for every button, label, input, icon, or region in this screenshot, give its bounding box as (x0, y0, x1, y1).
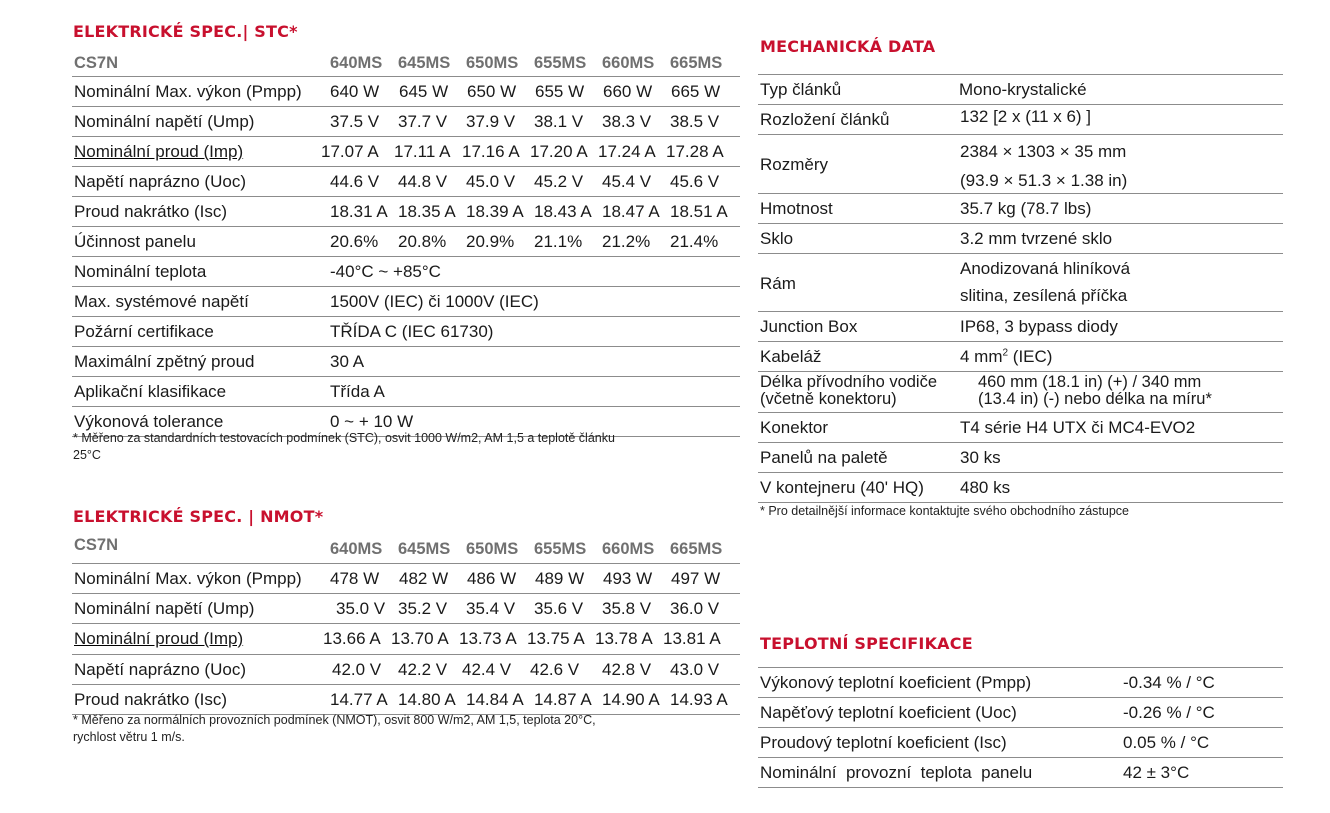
nmot-col-header: 645MS (398, 540, 451, 558)
cell: 17.24 A (598, 142, 656, 161)
nmot-row-pmpp (72, 564, 740, 594)
mech-row-connector (758, 413, 1283, 443)
cell: 35.0 V (336, 599, 386, 618)
cell: 0 ~ + 10 W (330, 412, 414, 431)
cell: (13.4 in) (-) nebo délka na míru* (978, 390, 1212, 408)
cell: 37.9 V (466, 112, 516, 131)
row-label: Nominální napětí (Ump) (74, 112, 255, 131)
nmot-table (72, 535, 740, 715)
nmot-row-uoc (72, 655, 740, 685)
cell: 44.6 V (330, 172, 380, 191)
cell: 3.2 mm tvrzené sklo (960, 229, 1113, 248)
stc-row-pmpp (72, 77, 740, 107)
row-label: Rozměry (760, 155, 829, 174)
cell: 37.7 V (398, 112, 448, 131)
mech-table (758, 74, 1283, 503)
row-label: Proud nakrátko (Isc) (74, 690, 228, 709)
cell: 35.2 V (398, 599, 448, 618)
row-label: Junction Box (760, 317, 858, 336)
stc-title: ELEKTRICKÉ SPEC.| STC* (73, 22, 298, 41)
cell: 42.2 V (398, 660, 448, 679)
cell: 35.6 V (534, 599, 584, 618)
stc-row-ump (72, 107, 740, 137)
row-label: Napětí naprázno (Uoc) (74, 660, 246, 679)
cell: 14.90 A (602, 690, 660, 709)
cell: 35.4 V (466, 599, 516, 618)
mech-row-frame (758, 254, 1283, 312)
row-label: (včetně konektoru) (760, 390, 897, 408)
stc-row-imp (72, 137, 740, 167)
cell: 0.05 % / °C (1123, 733, 1210, 752)
row-label: Rozložení článků (760, 110, 890, 129)
cell: 640 W (330, 82, 380, 101)
nmot-col-header: 665MS (670, 540, 723, 558)
row-label: Výkonová tolerance (74, 412, 224, 431)
cell: 45.4 V (602, 172, 652, 191)
stc-row-reverse-current (72, 347, 740, 377)
cell: 493 W (603, 569, 653, 588)
mech-row-glass (758, 224, 1283, 254)
cell: 460 mm (18.1 in) (+) / 340 mm (978, 373, 1202, 391)
stc-row-temperature (72, 257, 740, 287)
cell: 21.1% (534, 232, 583, 251)
row-label: Nominální proud (Imp) (74, 629, 244, 648)
row-label: Délka přívodního vodiče (760, 373, 938, 391)
row-label: Nominální provozní teplota panelu (760, 763, 1033, 782)
row-label: Nominální napětí (Ump) (74, 599, 255, 618)
cell: 42 ± 3°C (1123, 763, 1190, 782)
cell: 18.47 A (602, 202, 660, 221)
stc-footnote (73, 430, 733, 464)
cell: 42.8 V (602, 660, 652, 679)
stc-col-header: 640MS (330, 54, 383, 72)
cell: 489 W (535, 569, 585, 588)
row-label: Nominální proud (Imp) (74, 142, 244, 161)
mech-footnote: * Pro detailnější informace kontaktujte svého obchodního zástupce (760, 504, 1129, 518)
cell: 38.3 V (602, 112, 652, 131)
cell: 17.16 A (462, 142, 520, 161)
nmot-col-header: 650MS (466, 540, 519, 558)
cell: 478 W (330, 569, 380, 588)
cell: Třída A (330, 382, 385, 401)
cell: 13.75 A (527, 629, 585, 648)
row-label: Hmotnost (760, 199, 833, 218)
cell: 13.78 A (595, 629, 653, 648)
cell: 2384 × 1303 × 35 mm (960, 142, 1127, 161)
cell: 660 W (603, 82, 653, 101)
stc-row-efficiency (72, 227, 740, 257)
nmot-footnote (73, 712, 733, 746)
nmot-row-ump (72, 594, 740, 624)
mech-row-junction-box (758, 312, 1283, 342)
cell: 132 [2 x (11 x 6) ] (960, 107, 1092, 126)
nmot-title: ELEKTRICKÉ SPEC. | NMOT* (73, 507, 324, 526)
cell: 45.2 V (534, 172, 584, 191)
cell: 13.73 A (459, 629, 517, 648)
row-label: Proud nakrátko (Isc) (74, 202, 228, 221)
row-label: Nominální Max. výkon (Pmpp) (74, 569, 302, 588)
stc-header-row (72, 50, 740, 77)
cell: 38.1 V (534, 112, 584, 131)
row-label: Sklo (760, 229, 794, 248)
cell: TŘÍDA C (IEC 61730) (330, 322, 494, 341)
cell: 13.66 A (323, 629, 381, 648)
cell: 655 W (535, 82, 585, 101)
cell: 486 W (467, 569, 517, 588)
cell: 18.35 A (398, 202, 456, 221)
stc-col-header: 645MS (398, 54, 451, 72)
footnote-line: 25°C (73, 448, 101, 462)
temp-row-uoc (758, 698, 1283, 728)
row-label: Nominální teplota (74, 262, 207, 281)
stc-table (72, 50, 740, 437)
cell: 45.0 V (466, 172, 516, 191)
nmot-col-header: 640MS (330, 540, 383, 558)
cell: 497 W (671, 569, 721, 588)
temp-row-isc (758, 728, 1283, 758)
row-label: Typ článků (760, 80, 842, 99)
cell: 45.6 V (670, 172, 720, 191)
cell: 14.84 A (466, 690, 524, 709)
stc-row-fire-cert (72, 317, 740, 347)
mech-row-dimensions (758, 135, 1283, 194)
cell: 36.0 V (670, 599, 720, 618)
cell: 645 W (399, 82, 449, 101)
cell: 42.0 V (332, 660, 382, 679)
cell: 17.11 A (394, 142, 451, 161)
footnote-line: * Měřeno za normálních provozních podmínek (NMOT), osvit 800 W/m2, AM 1,5, teplota 20°C, (73, 713, 596, 727)
nmot-row-imp (72, 624, 740, 655)
cell: (93.9 × 51.3 × 1.38 in) (960, 171, 1128, 190)
cell: 665 W (671, 82, 721, 101)
stc-model: CS7N (74, 54, 119, 72)
stc-col-header: 650MS (466, 54, 519, 72)
cell: 14.80 A (398, 690, 456, 709)
cell: 14.77 A (330, 690, 388, 709)
cabling-suffix: (IEC) (1008, 347, 1053, 366)
mech-title: MECHANICKÁ DATA (760, 37, 936, 56)
cell: 35.8 V (602, 599, 652, 618)
cell: 17.20 A (530, 142, 588, 161)
row-label: Účinnost panelu (74, 232, 196, 251)
temp-row-noct (758, 758, 1283, 788)
cell: 20.6% (330, 232, 379, 251)
cell: 37.5 V (330, 112, 380, 131)
cell: Anodizovaná hliníková (960, 259, 1131, 278)
stc-col-header: 660MS (602, 54, 655, 72)
cell: 18.51 A (670, 202, 728, 221)
row-label: Napěťový teplotní koeficient (Uoc) (760, 703, 1017, 722)
cell: slitina, zesílená příčka (960, 286, 1128, 305)
cell: 38.5 V (670, 112, 720, 131)
stc-col-header: 665MS (670, 54, 723, 72)
row-label: Napětí naprázno (Uoc) (74, 172, 246, 191)
nmot-header-row (72, 535, 740, 564)
stc-row-uoc (72, 167, 740, 197)
footnote-line: * Měřeno za standardních testovacích podmínek (STC), osvit 1000 W/m2, AM 1,5 a teplotě článku (73, 431, 615, 445)
row-label: Kabeláž (760, 347, 822, 366)
cell: 35.7 kg (78.7 lbs) (960, 199, 1092, 218)
cell: T4 série H4 UTX či MC4-EVO2 (960, 418, 1196, 437)
cabling-value: 4 mm (960, 347, 1003, 366)
cell (960, 347, 1052, 367)
row-label: Požární certifikace (74, 322, 214, 341)
cabling-superscript: 2 (1002, 347, 1009, 359)
cell: 42.4 V (462, 660, 512, 679)
cell: 18.43 A (534, 202, 592, 221)
cell: 42.6 V (530, 660, 580, 679)
row-label: Výkonový teplotní koeficient (Pmpp) (760, 673, 1032, 692)
cell: 30 A (330, 352, 365, 371)
cell: -0.26 % / °C (1123, 703, 1215, 722)
temp-title: TEPLOTNÍ SPECIFIKACE (760, 634, 973, 653)
cell: 17.28 A (666, 142, 724, 161)
cell: 20.9% (466, 232, 515, 251)
cell: 18.39 A (466, 202, 524, 221)
cell: -40°C ~ +85°C (330, 262, 441, 281)
row-label: Rám (760, 274, 796, 293)
row-label: Maximální zpětný proud (74, 352, 255, 371)
cell: Mono-krystalické (959, 80, 1087, 99)
row-label: Panelů na paletě (760, 448, 888, 467)
cell: 14.93 A (670, 690, 728, 709)
stc-row-isc (72, 197, 740, 227)
mech-row-container (758, 473, 1283, 503)
mech-row-weight (758, 194, 1283, 224)
cell: 1500V (IEC) či 1000V (IEC) (330, 292, 539, 311)
cell: 13.70 A (391, 629, 449, 648)
stc-row-application-class (72, 377, 740, 407)
mech-row-cable-length (758, 372, 1283, 413)
cell: 13.81 A (663, 629, 721, 648)
mech-row-cell-type (758, 75, 1283, 105)
cell: 14.87 A (534, 690, 592, 709)
row-label: Proudový teplotní koeficient (Isc) (760, 733, 1007, 752)
cell: 20.8% (398, 232, 447, 251)
temp-row-pmpp (758, 668, 1283, 698)
stc-col-header: 655MS (534, 54, 587, 72)
cell: 482 W (399, 569, 449, 588)
cell: -0.34 % / °C (1123, 673, 1215, 692)
cell: 21.2% (602, 232, 651, 251)
cell: 650 W (467, 82, 517, 101)
row-label: Konektor (760, 418, 829, 437)
nmot-col-header: 660MS (602, 540, 655, 558)
cell: 17.07 A (321, 142, 379, 161)
mech-row-cabling (758, 342, 1283, 372)
row-label: Nominální Max. výkon (Pmpp) (74, 82, 302, 101)
cell: 30 ks (960, 448, 1001, 467)
mech-row-pallet (758, 443, 1283, 473)
cell: 480 ks (960, 478, 1011, 497)
nmot-model: CS7N (74, 536, 119, 554)
cell: 43.0 V (670, 660, 720, 679)
row-label: V kontejneru (40' HQ) (760, 478, 924, 497)
stc-row-max-voltage (72, 287, 740, 317)
cell: 18.31 A (330, 202, 388, 221)
cell: 44.8 V (398, 172, 448, 191)
nmot-col-header: 655MS (534, 540, 587, 558)
row-label: Max. systémové napětí (74, 292, 249, 311)
cell: 21.4% (670, 232, 719, 251)
footnote-line: rychlost větru 1 m/s. (73, 730, 185, 744)
cell: IP68, 3 bypass diody (960, 317, 1118, 336)
temp-table (758, 667, 1283, 788)
nmot-row-isc (72, 685, 740, 715)
mech-row-cell-layout (758, 105, 1283, 135)
row-label: Aplikační klasifikace (74, 382, 227, 401)
